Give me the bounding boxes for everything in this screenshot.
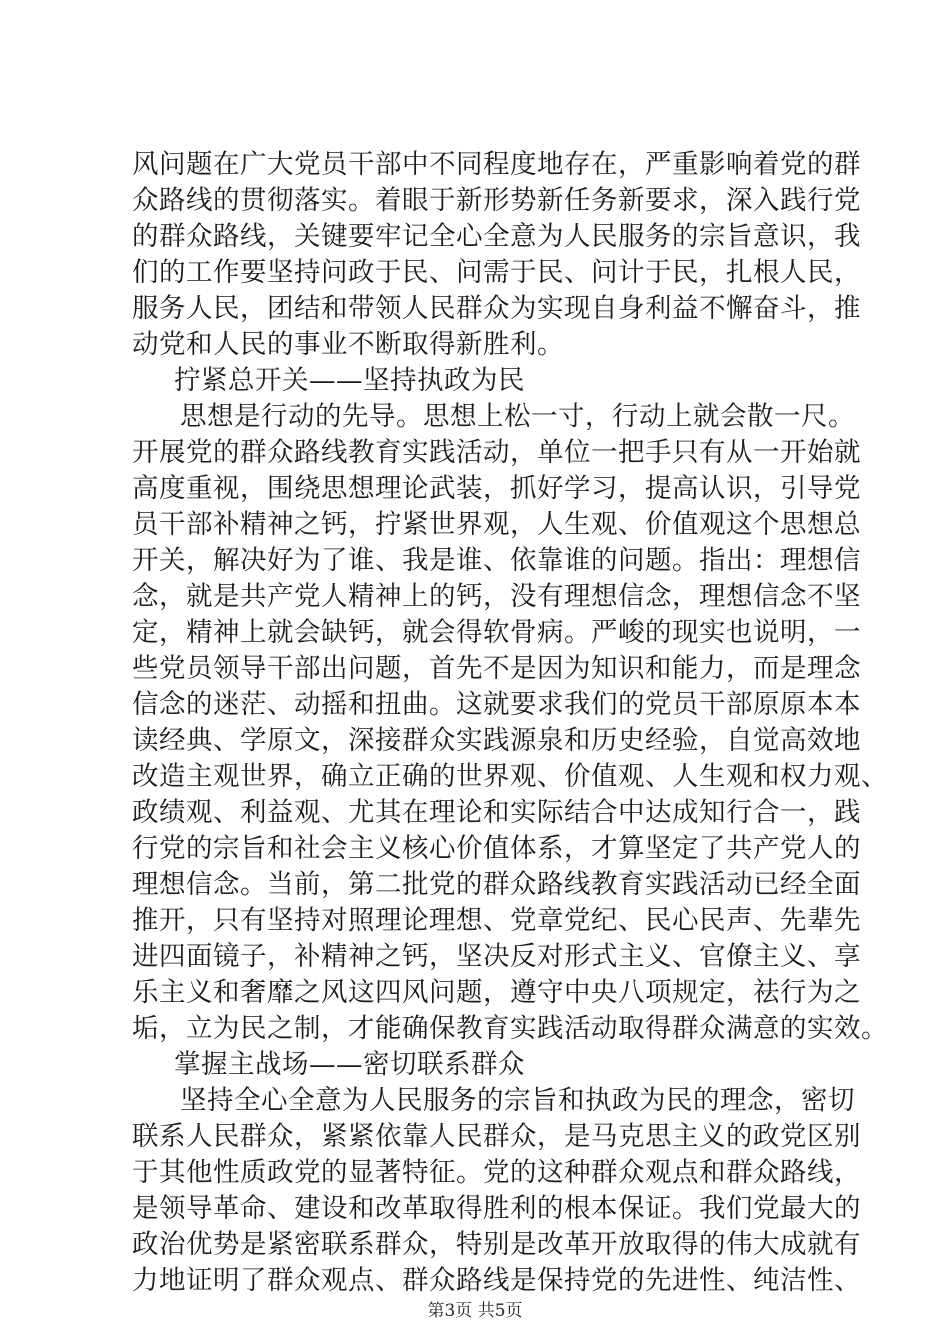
paragraph-line: 高度重视，围绕思想理论武装，抓好学习，提高认识，引导党 xyxy=(132,473,861,504)
paragraph-line: 于其他性质政党的显著特征。党的这种群众观点和群众路线， xyxy=(132,1157,861,1188)
paragraph-line: 信念的迷茫、动摇和扭曲。这就要求我们的党员干部原原本本 xyxy=(132,689,861,720)
paragraph-line: 开展党的群众路线教育实践活动，单位一把手只有从一开始就 xyxy=(132,437,861,468)
paragraph-line: 念，就是共产党人精神上的钙，没有理想信念，理想信念不坚 xyxy=(132,581,861,612)
paragraph-line: 推开，只有坚持对照理论理想、党章党纪、民心民声、先辈先 xyxy=(132,905,861,936)
page-number: 第3页 共5页 xyxy=(427,1301,523,1321)
paragraph-line: 理想信念。当前，第二批党的群众路线教育实践活动已经全面 xyxy=(132,869,861,900)
paragraph-line: 些党员领导干部出问题，首先不是因为知识和能力，而是理念 xyxy=(132,653,861,684)
paragraph-line: 思想是行动的先导。思想上松一寸，行动上就会散一尺。 xyxy=(180,401,855,432)
paragraph-line: 们的工作要坚持问政于民、问需于民、问计于民，扎根人民， xyxy=(132,257,861,288)
section-heading: 拧紧总开关——坚持执政为民 xyxy=(174,365,525,396)
paragraph-line: 员干部补精神之钙，拧紧世界观，人生观、价值观这个思想总 xyxy=(132,509,861,540)
paragraph-line: 乐主义和奢靡之风这四风问题，遵守中央八项规定，祛行为之 xyxy=(132,977,861,1008)
paragraph-line: 政绩观、利益观、尤其在理论和实际结合中达成知行合一，践 xyxy=(132,797,861,828)
paragraph-line: 联系人民群众，紧紧依靠人民群众，是马克思主义的政党区别 xyxy=(132,1121,861,1152)
paragraph-line: 读经典、学原文，深接群众实践源泉和历史经验，自觉高效地 xyxy=(132,725,861,756)
paragraph-line: 垢，立为民之制，才能确保教育实践活动取得群众满意的实效。 xyxy=(132,1013,888,1044)
paragraph-line: 动党和人民的事业不断取得新胜利。 xyxy=(132,329,564,360)
paragraph-line: 开关，解决好为了谁、我是谁、依靠谁的问题。指出：理想信 xyxy=(132,545,861,576)
section-heading: 掌握主战场——密切联系群众 xyxy=(174,1049,525,1080)
paragraph-line: 定，精神上就会缺钙，就会得软骨病。严峻的现实也说明，一 xyxy=(132,617,861,648)
paragraph-line: 进四面镜子，补精神之钙，坚决反对形式主义、官僚主义、享 xyxy=(132,941,861,972)
paragraph-line: 众路线的贯彻落实。着眼于新形势新任务新要求，深入践行党 xyxy=(132,185,861,216)
paragraph-line: 政治优势是紧密联系群众，特别是改革开放取得的伟大成就有 xyxy=(132,1229,861,1260)
paragraph-line: 是领导革命、建设和改革取得胜利的根本保证。我们党最大的 xyxy=(132,1193,861,1224)
paragraph-line: 力地证明了群众观点、群众路线是保持党的先进性、纯洁性、 xyxy=(132,1265,861,1296)
paragraph-line: 行党的宗旨和社会主义核心价值体系，才算坚定了共产党人的 xyxy=(132,833,861,864)
paragraph-line: 服务人民，团结和带领人民群众为实现自身利益不懈奋斗，推 xyxy=(132,293,861,324)
paragraph-line: 改造主观世界，确立正确的世界观、价值观、人生观和权力观、 xyxy=(132,761,888,792)
paragraph-line: 风问题在广大党员干部中不同程度地存在，严重影响着党的群 xyxy=(132,149,861,180)
paragraph-line: 的群众路线，关键要牢记全心全意为人民服务的宗旨意识，我 xyxy=(132,221,861,252)
paragraph-line: 坚持全心全意为人民服务的宗旨和执政为民的理念，密切 xyxy=(180,1085,855,1116)
